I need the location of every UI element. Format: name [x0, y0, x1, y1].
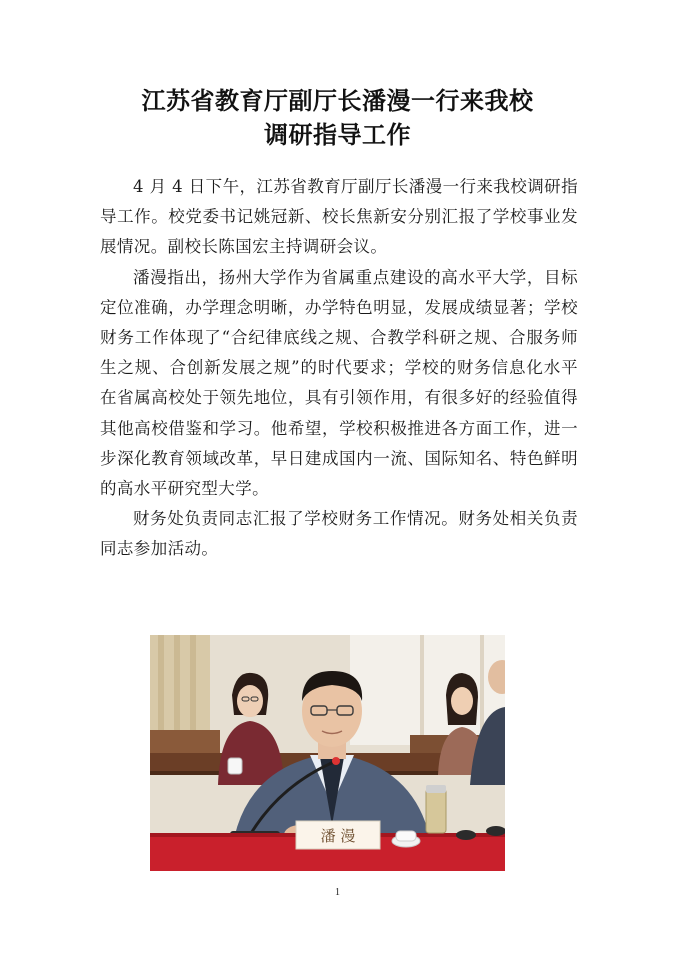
article-title-line-1: 江苏省教育厅副厅长潘漫一行来我校: [141, 87, 534, 115]
photo-cup-dark: [456, 830, 476, 840]
photo-cup-left: [228, 758, 242, 774]
photo-nameplate-text: 潘 漫: [320, 827, 356, 845]
paragraph-2: 潘漫指出，扬州大学作为省属重点建设的高水平大学，目标定位准确，办学理念明晰，办学特色明显，发展成绩显著；学校财务工作体现了“合纪律底线之规、合教学科研之规、合服务师生之规、合创新发展之规”的时代要求；学校的财务信息化水平在省属高校处于领先地位，具有引领作用，有很多好的经验值得其他高校借鉴和学习。他希望，学校积极推进各方面工作，进一步深化教育领域改革，早日建成国内一流、国际知名、特色鲜明的高水平研究型大学。: [100, 267, 578, 499]
meeting-photo: [150, 635, 505, 871]
article-title-line-2: 调研指导工作: [264, 121, 411, 149]
page-number: 1: [335, 887, 340, 898]
paragraph-1: 4 月 4 日下午，江苏省教育厅副厅长潘漫一行来我校调研指导工作。校党委书记姚冠新、校长焦新安分别汇报了学校事业发展情况。副校长陈国宏主持调研会议。: [100, 177, 578, 257]
photo-nameplate: [296, 821, 380, 849]
article-body: [100, 172, 578, 565]
meeting-photo-illustration: [150, 635, 505, 871]
paragraph-3: 财务处负责同志汇报了学校财务工作情况。财务处相关负责同志参加活动。: [100, 509, 578, 559]
photo-glass-jar: [426, 789, 446, 833]
